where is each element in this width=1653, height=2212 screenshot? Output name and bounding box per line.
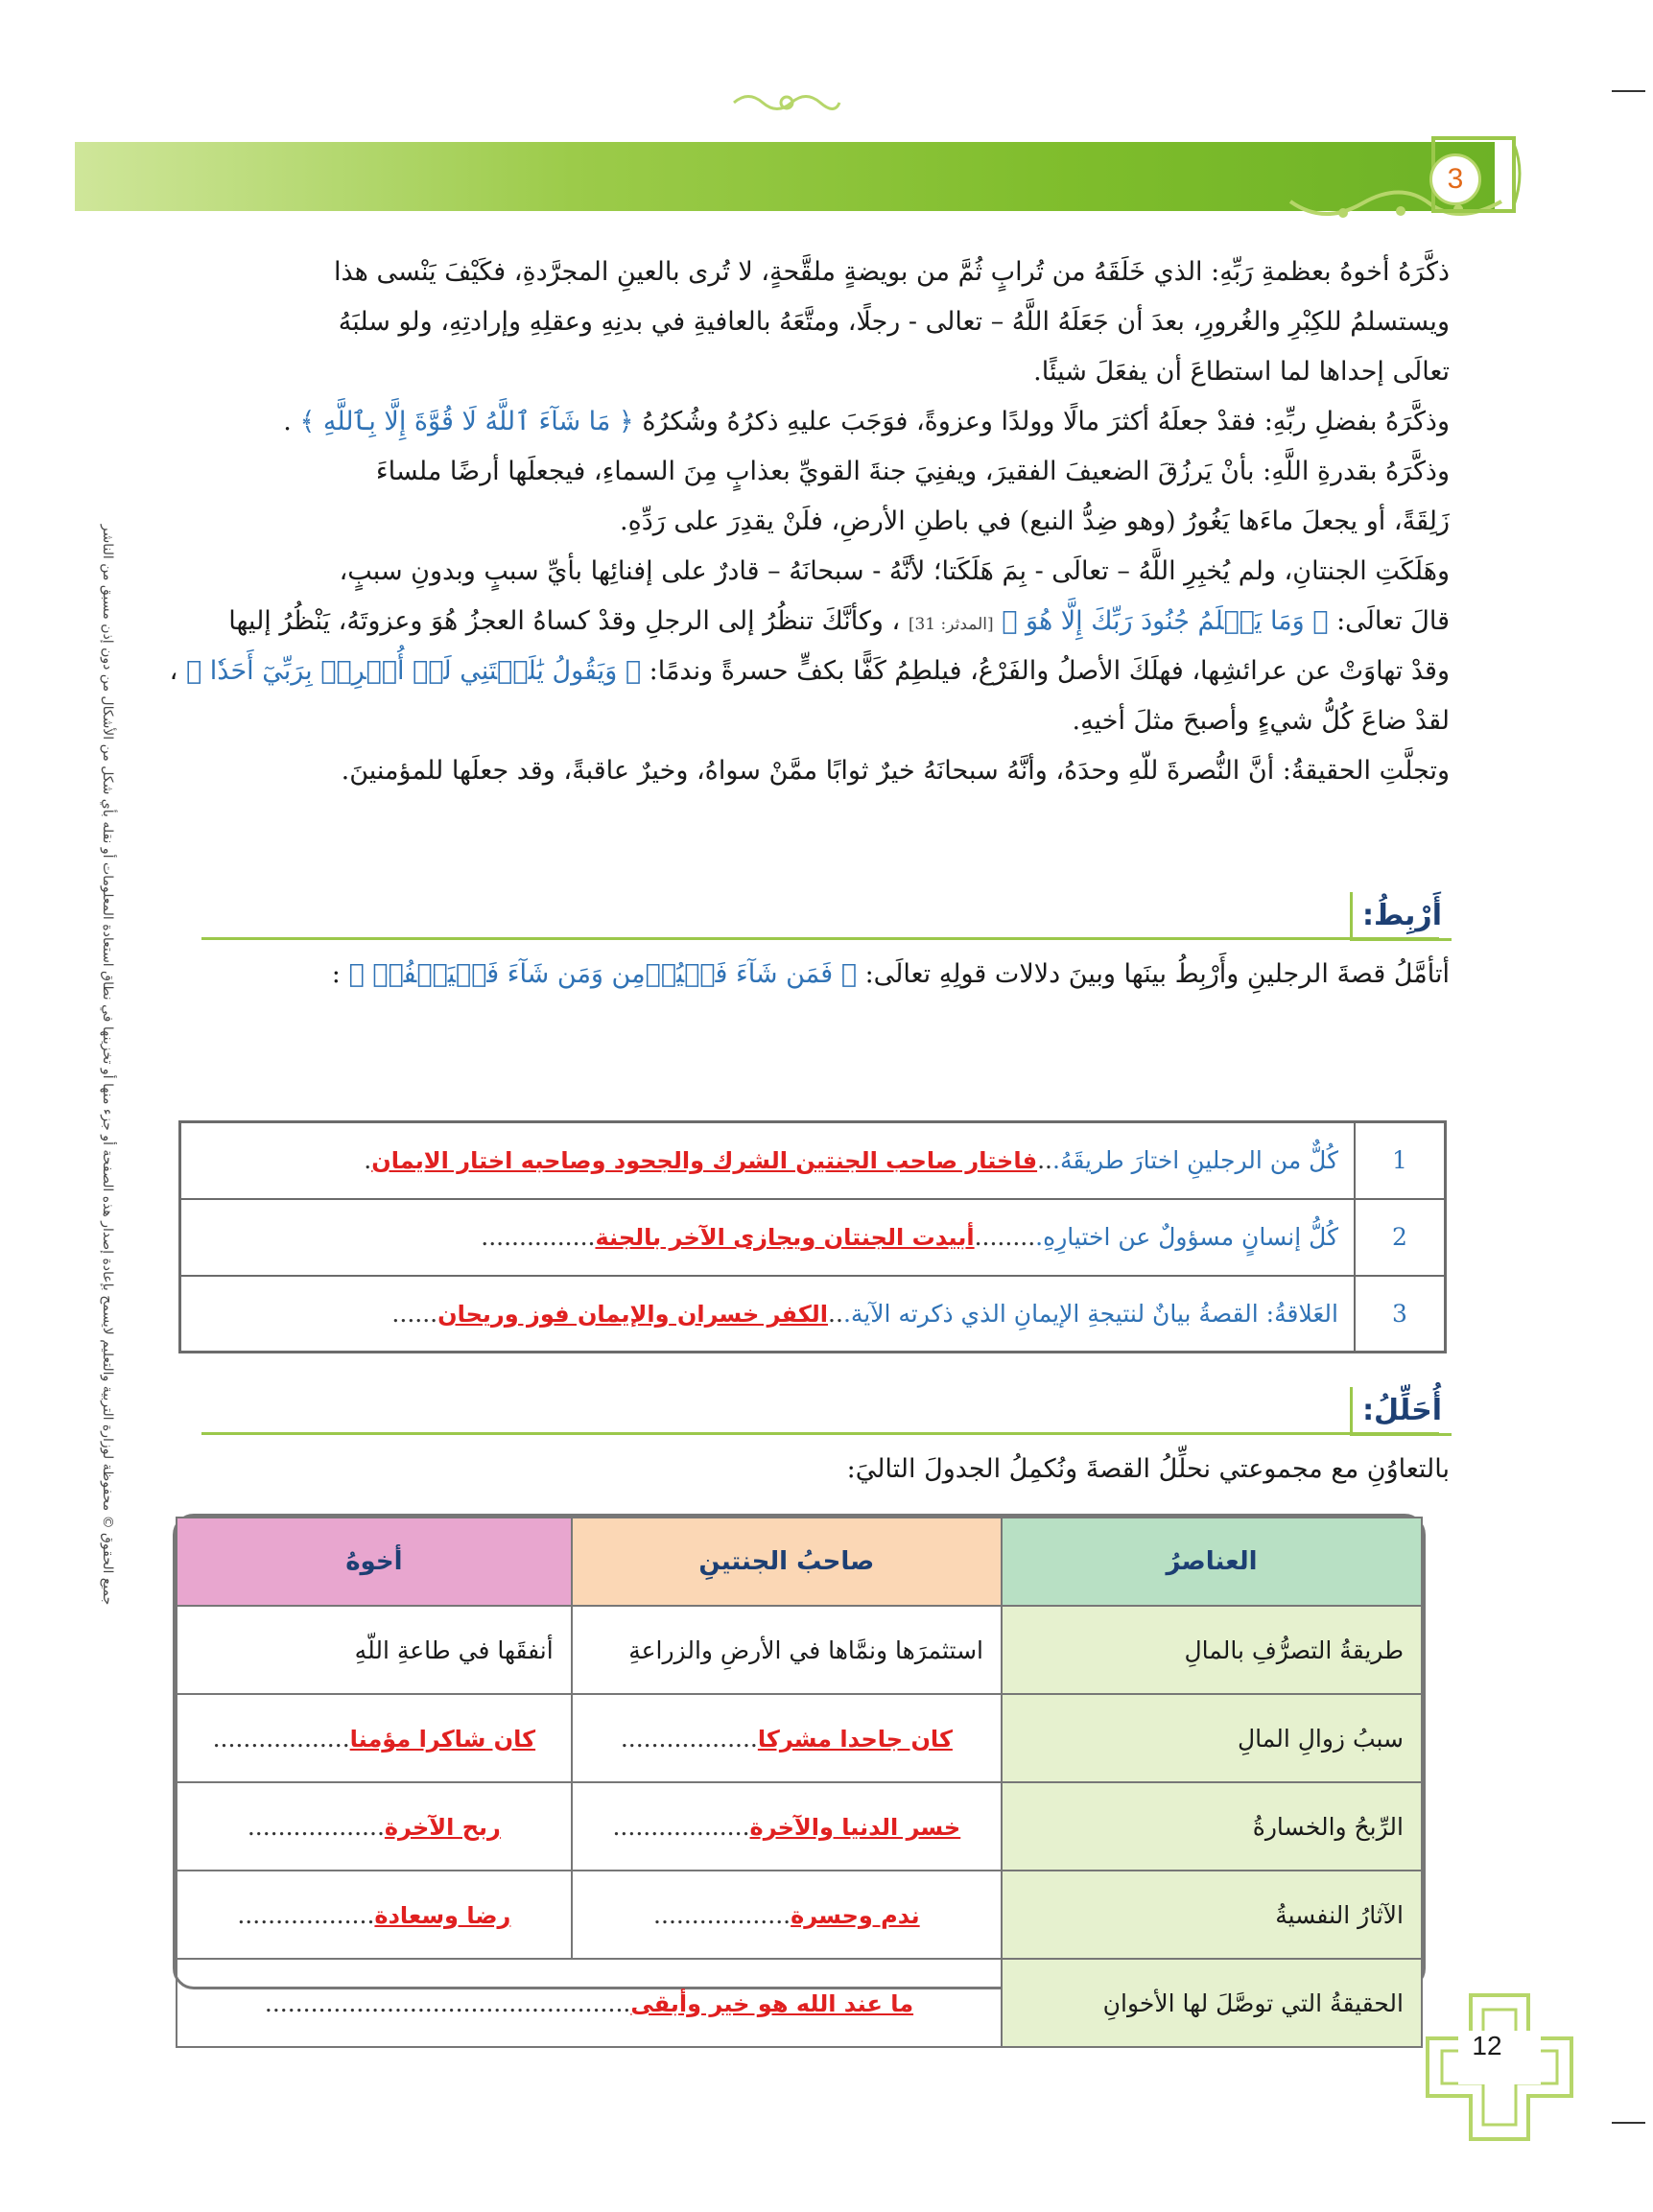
page-number: 12 [1472,2031,1502,2060]
handwritten-answer[interactable]: الكفر خسران والإيمان فوز وريحان [437,1300,829,1328]
fill-dots: .................. [620,1724,758,1753]
paragraph-line: وتجلَّتِ الحقيقةُ: أنَّ النُّصرةَ للّهِ وحدَهُ، وأنَّهُ سبحانَهُ خيرٌ ثوابًا ممَّنْ سواهُ، وخيرٌ عاقبةً، وقد جعلَها للمؤمنينَ. [341,756,1450,786]
table-header-row [177,1518,1422,1606]
owner-cell [572,1694,1002,1782]
brother-cell: أنفقَها في طاعةِ اللّهِ [177,1606,572,1694]
table-cell [180,1122,1356,1199]
table-row [177,1606,1422,1694]
paragraph-line: ذكَّرَهُ أخوهُ بعظمةِ رَبِّهِ: الذي خَلَقَهُ من تُرابٍ ثُمَّ من بويضةٍ ملقَّحةٍ، لا تُرى بالعينِ المجرَّدةِ، فكَيْفَ يَنْسى هذا [333,257,1450,287]
analysis-table [176,1517,1423,2048]
paragraph-text: وقدْ تهاوَتْ عن عرائشِها، فهلَكَ الأصلُ والفَرْعُ، فيلطِمُ كَفًّا بكفٍّ حسرةً وندمًا: [649,656,1450,686]
lesson-number-badge: 3 [1429,153,1481,205]
fill-dots: .................. [212,1724,350,1753]
punctuation: ، [169,656,178,686]
analysis-table-frame [173,1514,1426,2017]
table-row [180,1122,1446,1199]
row-label: الآثارُ النفسيةُ [1002,1871,1422,1959]
handwritten-answer[interactable]: كان شاكرا مؤمنا [349,1725,536,1753]
table-row [180,1199,1446,1276]
copyright-note: جميع الحقوق © محفوظة لوزارة التربية والتعليم لايسمح بإعادة إصدار هذه الصفحة أو جزء منها أو تخزينها في نطاق استعادة المعلومات أو نقله بأي شكل من الأشكال من دون إذن مسبق من الناشر [100,524,115,1606]
paragraph-line: لقدْ ضاعَ كُلُّ شيءٍ وأصبحَ مثلَ أخيهِ. [1072,706,1450,736]
table-row [177,1782,1422,1871]
link-intro [332,959,1450,989]
paragraph-line [170,656,1450,686]
fill-dots: ............... [481,1223,596,1251]
paragraph-line: تعالَى إحداها لما استطاعَ أن يفعَلَ شيئًا. [1033,357,1450,387]
fill-dots: .................. [653,1900,791,1929]
header-band [75,142,1495,211]
table-row [180,1276,1446,1353]
punctuation: : [331,959,341,989]
fill-dots: .. [1037,1146,1052,1175]
fill-dots: .................. [247,1812,385,1841]
section-title-analyze: أُحَلِّلُ: [1350,1387,1452,1436]
quran-verse: ﴿ مَا شَآءَ ٱللَّهُ لَا قُوَّةَ إِلَّا بِٱللَّهِ ﴾ [299,407,634,436]
paragraph-line: ويستسلمُ للكِبْرِ والغُرورِ، بعدَ أن جَعَلَهُ اللَّهُ – تعالى - رجلًا، ومتَّعَهُ بالعافيةِ في بدنِهِ وعقلِهِ وإرادتِهِ، ولو سلبَهُ [338,307,1450,337]
table-row [177,1694,1422,1782]
paragraph-line [283,407,1450,436]
header-owner: صاحبُ الجنتينِ [572,1518,1002,1606]
table-cell [180,1276,1356,1353]
link-table [178,1120,1447,1353]
fill-dots: ........ [974,1223,1036,1251]
table-row [177,1959,1422,2047]
header-elements: العناصرُ [1002,1518,1422,1606]
row-label: الرِّبحُ والخسارةُ [1002,1782,1422,1871]
handwritten-answer[interactable]: أبيدت الجنتان ويجازى الآخر بالجنة [595,1224,975,1251]
paragraph-text: ، وكأنَّكَ تنظُرُ إلى الرجلِ وقدْ كساهُ العجزُ هُوَ وعزوتَهُ، يَنْظُرُ إليها [228,606,901,636]
section-title-link: أَرْبِطُ: [1350,892,1452,941]
fill-dots: .................. [612,1812,750,1841]
owner-cell [572,1782,1002,1871]
prompt-text: كُلٌّ من الرجلينِ اختارَ طريقَهُ. [1052,1146,1338,1175]
handwritten-answer[interactable]: ندم وحسرة [791,1901,920,1929]
paragraph-text: أتأمَّلُ قصةَ الرجلينِ وأَرْبِطُ بينَها وبينَ دلالات قولِهِ تعالَى: [864,959,1450,989]
handwritten-answer[interactable]: رضا وسعادة [374,1901,511,1929]
header-ornament [729,88,844,117]
section-rule [201,937,1439,940]
handwritten-answer[interactable]: فاختار صاحب الجنتين الشرك والجحود وصاحبه اختار الايمان [371,1147,1038,1175]
verse-reference: [المدثر: 31] [908,615,994,634]
crop-mark-bottom [1612,2122,1645,2124]
paragraph-line: زَلِقَةً، أو يجعلَ ماءَها يَغُورُ (وهو ضِدُّ النبع) في باطنِ الأرضِ، فلَنْ يقدِرَ على رَدِّهِ. [619,506,1450,536]
fill-dots: .. [828,1299,843,1328]
prompt-text: العَلاقةُ: القصةُ بيانٌ لنتيجةِ الإيمانِ الذي ذكرته الآية. [842,1299,1338,1328]
truth-cell [177,1959,1002,2047]
owner-cell: استثمرَها ونمَّاها في الأرضِ والزراعةِ [572,1606,1002,1694]
quran-verse: ﴿ وَمَا يَعۡلَمُ جُنُودَ رَبِّكَ إِلَّا هُوَ ﴾ [1002,606,1329,636]
handwritten-answer[interactable]: ما عند الله هو خير وأبقى [630,1989,914,2017]
row-number: 3 [1355,1276,1446,1353]
header-brother: أخوهُ [177,1518,572,1606]
brother-cell [177,1871,572,1959]
table-row [177,1871,1422,1959]
handwritten-answer[interactable]: كان جاحدا مشركا [757,1725,953,1753]
table-cell [180,1199,1356,1276]
analyze-intro: بالتعاوُنِ مع مجموعتي نحلِّلُ القصةَ ونُكمِلُ الجدولَ التاليَ: [846,1454,1450,1484]
paragraph-text: وذكَّرَهُ بفضلِ ربِّهِ: فقدْ جعلَهُ أكثرَ مالًا وولدًا وعزوةً، فوَجَبَ عليهِ ذكرُهُ وشُكرُهُ [642,407,1450,436]
paragraph-line: وهَلَكَتِ الجنتانِ، ولم يُخبِرِ اللَّهُ – تعالَى - بِمَ هَلَكَتا؛ لأنَّهُ - سبحانَهُ – قادرٌ على إفنائِها بأيِّ سببٍ وبدونِ سببٍ، [339,556,1450,586]
fill-dots: ...... [391,1299,438,1328]
fill-dots: ................................................ [264,1988,631,2017]
paragraph-line: وذكَّرَهُ بقدرةِ اللَّهِ: بأنْ يَرزُقَ الضعيفَ الفقيرَ، ويفنِيَ جنةَ القويِّ بعذابٍ مِنَ السماءِ، فيجعلَها أرضًا ملساءَ [375,457,1450,486]
row-number: 1 [1355,1122,1446,1199]
paragraph-line [228,606,1450,636]
brother-cell [177,1694,572,1782]
crop-mark-top [1612,90,1645,92]
prompt-text: كُلُّ إنسانٍ مسؤولٌ عن اختيارِهِ. [1035,1223,1338,1251]
paragraph-text: قالَ تعالَى: [1336,606,1450,636]
handwritten-answer[interactable]: خسر الدنيا والآخرة [749,1813,961,1841]
fill-dots: . [364,1146,372,1175]
row-number: 2 [1355,1199,1446,1276]
fill-dots: .................. [237,1900,375,1929]
row-label: سببُ زوالِ المالِ [1002,1694,1422,1782]
section-rule [201,1432,1439,1435]
row-label: طريقةُ التصرُّفِ بالمالِ [1002,1606,1422,1694]
handwritten-answer[interactable]: ربح الآخرة [384,1813,501,1841]
owner-cell [572,1871,1002,1959]
quran-verse: ﴿ وَيَقُولُ يَٰلَيۡتَنِي لَمۡ أُشۡرِكۡ بِرَبِّيٓ أَحَدٗا ﴾ [185,656,642,686]
quran-verse: ﴿ فَمَن شَآءَ فَلۡيُؤۡمِن وَمَن شَآءَ فَلۡيَكۡفُرۡ ﴾ [348,959,857,989]
punctuation: . [283,407,292,436]
brother-cell [177,1782,572,1871]
row-label: الحقيقةُ التي توصَّلَ لها الأخوانِ [1002,1959,1422,2047]
